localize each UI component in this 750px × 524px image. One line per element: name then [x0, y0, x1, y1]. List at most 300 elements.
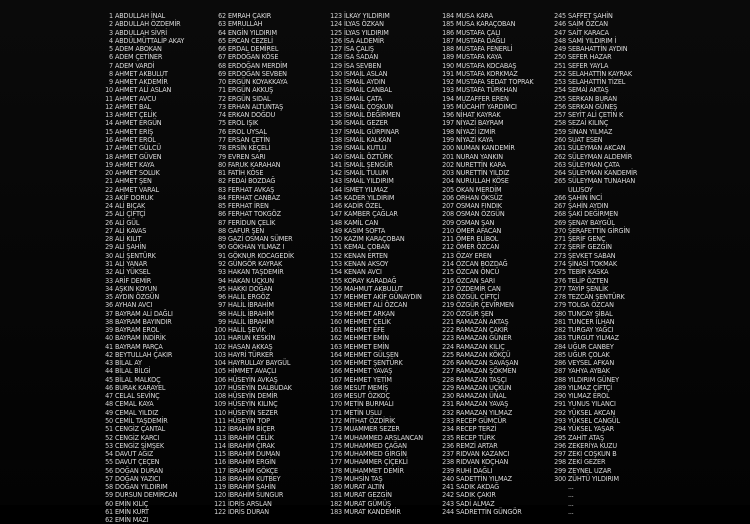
entry-name: HAKKI DOĞAN	[228, 283, 273, 293]
entry-name: FERHAT AVKAŞ	[228, 184, 275, 194]
entry-number: 281	[554, 316, 566, 326]
entry-name: İSMAİL KALKAN	[344, 134, 392, 144]
entry-number: 220	[442, 308, 454, 318]
entry-name: KAMİL CAN	[344, 217, 379, 227]
entry-number: 14	[105, 118, 113, 128]
entry-name: ZAHİT ATAŞ	[568, 432, 604, 442]
entry-number: 234	[442, 424, 454, 434]
entry-name: RECEP TERZİ	[456, 424, 497, 434]
entry-name: SÜLEYMAN ALDEMİR	[568, 151, 633, 161]
entry-name: SEFER HAZAR	[568, 52, 612, 62]
entry-number: 75	[218, 118, 226, 128]
entry-number: 82	[218, 176, 226, 186]
entry-name: ORHAN ÖKSÜZ	[456, 192, 503, 202]
entry-name: RAMAZAN UÇKUN	[456, 382, 512, 392]
entry-number: 97	[218, 300, 226, 310]
entry-name: HARUN KESKİN	[228, 333, 276, 343]
entry-number: 193	[442, 85, 454, 95]
entry-number: 164	[330, 349, 342, 359]
entry-number: 248	[554, 35, 566, 45]
entry-name: İBRAHİM ERGİN	[228, 457, 276, 467]
entry-name: MURAT GEZGİN	[344, 490, 392, 500]
entry-name: ŞAHİN AYDIN	[568, 201, 609, 211]
entry-name: OSMAN FINDIK	[456, 201, 502, 211]
entry-name: ADEM ABOKAN	[115, 44, 162, 54]
entry-name: CEMAL KAYA	[115, 399, 154, 409]
entry-name: SADETTİN YILMAZ	[456, 473, 512, 483]
entry-number: 43	[105, 358, 113, 368]
entry-name: İBRAHİM ŞAHİN	[228, 482, 276, 492]
entry-number: 4	[109, 35, 113, 45]
entry-number: 256	[554, 101, 566, 111]
entry-name: İSMAİL ÇOŞKUN	[344, 101, 393, 111]
entry-name: ERKAN DOĞDU	[228, 110, 276, 120]
entry-number: 52	[105, 432, 113, 442]
entry-name: ŞAHİN İNCİ	[568, 192, 602, 202]
entry-number: 67	[218, 52, 226, 62]
entry-number: 116	[214, 457, 226, 467]
entry-name: EMRAH ÇAKIR	[228, 11, 272, 20]
name-entry	[212, 508, 294, 516]
entry-name: KADER YILDIRIM	[344, 192, 395, 202]
entry-number: 20	[105, 168, 113, 178]
entry-name: METİN BURMALI	[344, 399, 394, 409]
entry-number: 155	[330, 275, 342, 285]
entry-name: ERGÜN KOYAKKAYA	[228, 77, 288, 87]
entry-number: 269	[554, 217, 566, 227]
entry-name: NURAN YANKIN	[456, 151, 503, 161]
entry-name: MUSTAFA ÇALI	[456, 27, 501, 37]
entry-number: 102	[214, 341, 226, 351]
entry-name: MUHAMMET DEMİR	[344, 465, 404, 475]
entry-number: 107	[214, 382, 226, 392]
entry-number: 284	[554, 341, 566, 351]
entry-name: BİLAL BİLGİ	[115, 366, 151, 376]
entry-number: 288	[554, 374, 566, 384]
entry-number: 283	[554, 333, 566, 343]
entry-name: RECEP TÜRK	[456, 432, 496, 442]
entry-name: SUAT ESEN	[568, 134, 603, 144]
entry-name: AHMET GÜLCÜ	[115, 143, 161, 153]
entry-number: 212	[442, 242, 454, 252]
entry-name: ALİ KAVAS	[115, 225, 147, 235]
entry-number: 130	[330, 68, 342, 78]
entry-name: FERHAT İREN	[228, 201, 269, 211]
entry-number: 118	[214, 473, 226, 483]
entry-name: AHMET BAL	[115, 101, 152, 111]
entry-number: 42	[105, 349, 113, 359]
entry-number: 63	[218, 19, 226, 29]
entry-name: KASIM SOFTA	[344, 225, 386, 235]
entry-name: ALİ KILIT	[115, 234, 142, 244]
entry-number: 117	[214, 465, 226, 475]
entry-name: ...	[568, 482, 574, 492]
entry-number: 79	[218, 151, 226, 161]
entry-number: 250	[554, 52, 566, 62]
name-entry	[549, 491, 637, 499]
entry-number: 30	[105, 250, 113, 260]
entry-number: 124	[330, 19, 342, 29]
entry-name: ERGÜN AKKUŞ	[228, 85, 274, 95]
entry-number: 159	[330, 308, 342, 318]
entry-number: 66	[218, 44, 226, 54]
entry-name: İSA SEVBEN	[344, 60, 382, 70]
entry-name: SADRETTİN GÜNGÖR	[456, 506, 522, 516]
entry-number: 156	[330, 283, 342, 293]
entry-name: GÜNGÖR KAYRAK	[228, 258, 283, 268]
entry-name: GAZİ OSMAN SÜMER	[228, 234, 293, 244]
entry-name: GÖKNUR KOCAGEDİK	[228, 250, 295, 260]
entry-number: 28	[105, 234, 113, 244]
entry-number: 148	[330, 217, 342, 227]
entry-name: AHMET EROL	[115, 134, 156, 144]
entry-number: 298	[554, 457, 566, 467]
entry-number: 123	[330, 11, 342, 20]
entry-number: 35	[105, 292, 113, 302]
entry-number: 21	[105, 176, 113, 186]
entry-number: 83	[218, 184, 226, 194]
entry-number: 31	[105, 258, 113, 268]
entry-name: ALİ GÜL	[115, 217, 140, 227]
entry-name: MUSTAFA DAĞLI	[456, 35, 506, 45]
entry-number: 33	[105, 275, 113, 285]
entry-number: 41	[105, 341, 113, 351]
entry-number: 225	[442, 349, 454, 359]
entry-name: HALİL İBRAHİM	[228, 308, 274, 318]
entry-name: ...	[568, 506, 574, 516]
entry-name: İSMAİL ÇATA	[344, 93, 383, 103]
entry-name: AHMET AKBULUT	[115, 68, 168, 78]
entry-number: 184	[442, 11, 454, 20]
entry-name: MUSA KARAÇOBAN	[456, 19, 516, 29]
entry-number: 98	[218, 308, 226, 318]
entry-name: ERHAN ALTUNTAŞ	[228, 101, 284, 111]
entry-name: SADIK ÇAKIR	[456, 490, 496, 500]
entry-number: 177	[330, 457, 342, 467]
entry-name: AHMET ERGÜN	[115, 118, 162, 128]
entry-name: ŞERİF GENÇ	[568, 234, 606, 244]
entry-number: 201	[442, 151, 454, 161]
entry-name: AKİF DORUK	[115, 192, 154, 202]
entry-number: 146	[330, 201, 342, 211]
entry-number: 160	[330, 316, 342, 326]
entry-number: 218	[442, 292, 454, 302]
entry-name: FERHAT TOKGÖZ	[228, 209, 281, 219]
entry-name: MEHMET AKİF GÜNAYDIN	[344, 292, 422, 302]
entry-number: 186	[442, 27, 454, 37]
entry-name: MURAT GÜMÜŞ	[344, 498, 391, 508]
entry-name: AHMET SOLUK	[115, 168, 160, 178]
entry-number: 162	[330, 333, 342, 343]
entry-number: 101	[214, 333, 226, 343]
entry-number: 240	[442, 473, 454, 483]
entry-name: YÜKSEL CANGÜL	[568, 416, 620, 426]
entry-name: MEHMET ARKAN	[344, 308, 395, 318]
entry-number: 113	[214, 432, 226, 442]
entry-number: 217	[442, 283, 454, 293]
entry-number: 213	[442, 250, 454, 260]
entry-number: 88	[218, 225, 226, 235]
entry-name: MUSTAFA TÜRKHAN	[456, 85, 518, 95]
entry-number: 197	[442, 118, 454, 128]
entry-number: 266	[554, 192, 566, 202]
entry-number: 172	[330, 416, 342, 426]
entry-number: 34	[105, 283, 113, 293]
entry-name: RAMAZAN TAŞÇI	[456, 374, 507, 384]
entry-number: 74	[218, 110, 226, 120]
entry-number: 45	[105, 374, 113, 384]
entry-number: 100	[214, 325, 226, 335]
entry-name: ÖZCAN SARI	[456, 275, 495, 285]
entry-number: 108	[214, 391, 226, 401]
entry-name: HAYRİ TÜRKER	[228, 349, 274, 359]
entry-name: FEDAİ BOZDAĞ	[228, 176, 276, 186]
entry-number: 44	[105, 366, 113, 376]
entry-number: 207	[442, 201, 454, 211]
entry-name: SELAHATTİN KAYRAK	[568, 68, 632, 78]
entry-name: MUHAMMED ÇAĞAN	[344, 440, 407, 450]
entry-name: SAİM ÖZCAN	[568, 19, 608, 29]
entry-number: 167	[330, 374, 342, 384]
name-column-1	[100, 12, 184, 524]
entry-number: 154	[330, 267, 342, 277]
entry-name: MUHSİN TAŞ	[344, 473, 383, 483]
entry-name: İSMAİL GÜRPINAR	[344, 126, 400, 136]
entry-name: İDRİS DURAN	[228, 506, 269, 516]
entry-number: 37	[105, 308, 113, 318]
entry-name: DURSUN DEMİRCAN	[115, 490, 178, 500]
entry-name: ZEKİ COŞKUN B	[568, 449, 617, 459]
entry-number: 48	[105, 399, 113, 409]
entry-number: 255	[554, 93, 566, 103]
entry-name: İBRAHİM ÇIRAK	[228, 440, 275, 450]
entry-name: İLKAY YILDIRIM	[344, 11, 390, 20]
entry-name: KAZIM KARAÇOBAN	[344, 234, 405, 244]
entry-number: 181	[330, 490, 342, 500]
entry-name: İSMAİL KUTLU	[344, 143, 387, 153]
name-entry	[325, 508, 423, 516]
entry-number: 278	[554, 292, 566, 302]
entry-name: ERCAN CEZELİ	[228, 35, 273, 45]
entry-number: 198	[442, 126, 454, 136]
entry-number: 247	[554, 27, 566, 37]
entry-name: HALİL İBRAHİM	[228, 316, 274, 326]
entry-number: 38	[105, 316, 113, 326]
entry-name: ALİ BIÇAK	[115, 201, 146, 211]
entry-number: 76	[218, 126, 226, 136]
entry-number: 229	[442, 382, 454, 392]
entry-number: 134	[330, 101, 342, 111]
entry-name: AHMET GÜVEN	[115, 151, 162, 161]
entry-number: 185	[442, 19, 454, 29]
entry-number: 152	[330, 250, 342, 260]
entry-name: ÖZGÜL ÇİFTÇİ	[456, 292, 500, 302]
entry-number: 129	[330, 60, 342, 70]
entry-name: ÖMER ELİBOL	[456, 234, 499, 244]
entry-number: 189	[442, 52, 454, 62]
entry-number: 95	[218, 283, 226, 293]
entry-number: 139	[330, 143, 342, 153]
entry-name: MEHMET YETİM	[344, 374, 392, 384]
entry-number: 127	[330, 44, 342, 54]
entry-name: NURETTİN YILDIZ	[456, 168, 510, 178]
entry-number: 230	[442, 391, 454, 401]
entry-number: 18	[105, 151, 113, 161]
entry-name: REMZİ ARTAR	[456, 440, 498, 450]
entry-name: HÜSEYİN TOP	[228, 416, 270, 426]
entry-number: 57	[105, 473, 113, 483]
entry-number: 300	[554, 473, 566, 483]
entry-name: ŞERAFETTİN GİRGİN	[568, 225, 630, 235]
entry-number: 243	[442, 498, 454, 508]
entry-number: 227	[442, 366, 454, 376]
entry-number: 187	[442, 35, 454, 45]
entry-name: TAYİP ŞENLİK	[568, 283, 609, 293]
entry-number: 158	[330, 300, 342, 310]
name-entry	[549, 500, 637, 508]
entry-number: 258	[554, 118, 566, 128]
entry-number: 5	[109, 44, 113, 54]
entry-name: KORAY KARADAĞ	[344, 275, 397, 285]
entry-name: HÜSEYİN DALBUDAK	[228, 382, 292, 392]
entry-number: 60	[105, 498, 113, 508]
entry-number: 136	[330, 118, 342, 128]
entry-number: 99	[218, 316, 226, 326]
entry-number: 216	[442, 275, 454, 285]
entry-name: ...	[568, 490, 574, 500]
entry-number: 253	[554, 77, 566, 87]
entry-name: DOĞAN YAZICI	[115, 473, 161, 483]
entry-name: HÜSEYİN AVKAŞ	[228, 374, 278, 384]
entry-number: 85	[218, 201, 226, 211]
entry-name: İSMET YILMAZ	[344, 184, 388, 194]
entry-number: 233	[442, 416, 454, 426]
entry-name: BAYRAM PARÇA	[115, 341, 163, 351]
entry-number: 169	[330, 391, 342, 401]
entry-name: İSMAİL AYDIN	[344, 77, 386, 87]
entry-name: MEHMET YAVAŞ	[344, 366, 393, 376]
entry-number: 94	[218, 275, 226, 285]
entry-number: 138	[330, 134, 342, 144]
entry-name: MEHMET EMİN	[344, 333, 389, 343]
entry-number: 163	[330, 341, 342, 351]
entry-name: DAVUT ÇEÇEN	[115, 457, 160, 467]
entry-number: 70	[218, 77, 226, 87]
entry-name: SEZAİ KILINÇ	[568, 118, 609, 128]
entry-name: RAMAZAN ŞÖKMEN	[456, 366, 517, 376]
entry-number: 27	[105, 225, 113, 235]
entry-name: SÜLEYMAN ÇATA	[568, 159, 620, 169]
entry-name: ABDULLAH İNAL	[115, 11, 166, 20]
entry-number: 242	[442, 490, 454, 500]
entry-name: YUNUS YILANCI	[568, 399, 616, 409]
entry-name: ABDÜLMÜTTALİP AKAY	[115, 35, 185, 45]
entry-name: İDRİS ARSLAN	[228, 498, 272, 508]
entry-number: 89	[218, 234, 226, 244]
entry-number: 292	[554, 407, 566, 417]
entry-number: 77	[218, 134, 226, 144]
entry-name: SERKAN GÜNEŞ	[568, 101, 618, 111]
entry-name: SEBAHATTİN AYDIN	[568, 44, 628, 54]
entry-number: 53	[105, 440, 113, 450]
entry-name: AHMET ERİŞ	[115, 126, 154, 136]
entry-name: METİN USLU	[344, 407, 382, 417]
entry-name: ÖZDEMİR CAN	[456, 283, 501, 293]
entry-number: 153	[330, 258, 342, 268]
entry-name: NİYAZİ BAYRAM	[456, 118, 504, 128]
entry-number: 59	[105, 490, 113, 500]
entry-name: İBRAHİM GÖKÇE	[228, 465, 278, 475]
entry-name: AHMET VARAL	[115, 184, 159, 194]
entry-name: DOĞAN DURAN	[115, 465, 163, 475]
entry-number: 261	[554, 143, 566, 153]
entry-number: 145	[330, 192, 342, 202]
entry-name: ERDOĞAN MERDİM	[228, 60, 288, 70]
entry-name: HALİL İBRAHİM	[228, 300, 274, 310]
entry-name: UĞUR ÇOLAK	[568, 349, 610, 359]
entry-name: HASAN AKKAŞ	[228, 341, 273, 351]
entry-number: 231	[442, 399, 454, 409]
entry-number: 54	[105, 449, 113, 459]
entry-number: 131	[330, 77, 342, 87]
entry-number: 203	[442, 168, 454, 178]
entry-number: 180	[330, 482, 342, 492]
entry-name: MAHMUT AKBULUT	[344, 283, 403, 293]
entry-number: 15	[105, 126, 113, 136]
entry-name: ERGÜN SIDAL	[228, 93, 271, 103]
entry-number: 25	[105, 209, 113, 219]
entry-name: FERHAT CANBAZ	[228, 192, 281, 202]
entry-number: 272	[554, 242, 566, 252]
entry-number: 280	[554, 308, 566, 318]
entry-number: 61	[105, 506, 113, 516]
entry-number: 293	[554, 416, 566, 426]
entry-name: BAYRAM İNDİRİK	[115, 333, 166, 343]
entry-name: GÖKHAN YILMAZ I	[228, 242, 285, 252]
entry-number: 170	[330, 399, 342, 409]
entry-number: 276	[554, 275, 566, 285]
entry-name: İBRAHİM SUNGUR	[228, 490, 284, 500]
entry-name: HALİL ŞEVİK	[228, 325, 266, 335]
entry-number: 178	[330, 465, 342, 475]
entry-number: 226	[442, 358, 454, 368]
entry-name: ŞENAY BAYGÜL	[568, 217, 615, 227]
entry-name: MUHAMMED GİRGİN	[344, 449, 407, 459]
entry-name: AHMET ŞEN	[115, 176, 152, 186]
entry-name: NURETTİN KARA	[456, 159, 506, 169]
entry-number: 81	[218, 168, 226, 178]
entry-number: 260	[554, 134, 566, 144]
entry-name: YILMAZ EROL	[568, 391, 610, 401]
entry-name: SERKAN BURAN	[568, 93, 617, 103]
entry-number: 183	[330, 506, 342, 516]
entry-number: 165	[330, 358, 342, 368]
entry-name: GAFUR ŞEN	[228, 225, 265, 235]
entry-number: 86	[218, 209, 226, 219]
entry-name: BAYRAM EROL	[115, 325, 160, 335]
entry-name: İSA ÇALIŞ	[344, 44, 374, 54]
entry-number: 239	[442, 465, 454, 475]
entry-name: SEYİT ALİ ÇETİN K	[568, 110, 624, 120]
entry-number: 11	[105, 93, 113, 103]
entry-name: HAKAN UÇKUN	[228, 275, 274, 285]
entry-number: 241	[442, 482, 454, 492]
entry-name: İBRAHİM BİÇER	[228, 424, 275, 434]
entry-name: ENGİN YILDIRIM	[228, 27, 277, 37]
entry-name: İSMAİL ASLAN	[344, 68, 388, 78]
entry-name: EROL UYSAL	[228, 126, 267, 136]
entry-number: 275	[554, 267, 566, 277]
